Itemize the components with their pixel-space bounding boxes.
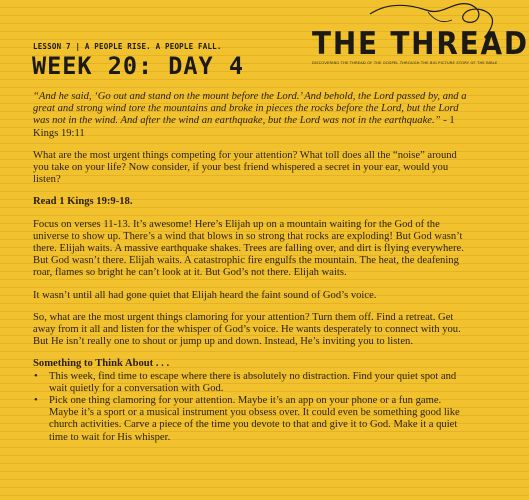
bullet-icon: • xyxy=(34,395,38,407)
body-paragraph-3: So, what are the most urgent things clamoring for your attention? Turn them off. Find a retreat. Get away from it all and listen for the whisper of God’s voice. He wants desperately to connect with you. But He isn’t really one to shout or jump up and down. Instead, He’s inviting you to listen. xyxy=(33,311,461,348)
brand-title: THE THREAD xyxy=(312,26,529,62)
brand-logo xyxy=(312,26,529,65)
intro-paragraph: What are the most urgent things competing for your attention? What toll does all the “noise” around you take on your life? Now consider, if your best friend whispered a secret in your ear, would you listen? xyxy=(33,149,457,186)
body-paragraph-1: Focus on verses 11-13. It’s awesome! Here’s Elijah up on a mountain waiting for the God of the universe to show up. There’s a wind that blows in so strong that rocks are exploding! But God wasn’t there. Elijah waits. A massive earthquake shakes. Trees are falling over, and dirt is flying everywhere. But God wasn’t there. Elijah waits. A catastrophic fire engulfs the mountain. The heat, the deafening roar, flames so bright he can’t look at it. But God’s not there. Elijah waits. xyxy=(33,218,464,279)
week-day-title: WEEK 20: DAY 4 xyxy=(32,52,244,80)
body-paragraph-2: It wasn’t until all had gone quiet that Elijah heard the faint sound of God’s voice. xyxy=(33,289,377,301)
read-instruction: Read 1 Kings 19:9-18. xyxy=(33,196,133,208)
think-about-heading: Something to Think About . . . xyxy=(33,358,170,370)
list-item: • This week, find time to escape where there is absolutely no distraction. Find your quiet spot and wait quietly for a conversation with God. xyxy=(34,370,457,394)
think-about-list xyxy=(33,371,473,444)
devotional-body xyxy=(33,91,473,444)
bullet-icon: • xyxy=(34,370,38,382)
quote-reference: - 1 Kings 19:11 xyxy=(33,115,455,139)
quote-text: “And he said, ‘Go out and stand on the mount before the Lord.’ And behold, the Lord passed by, and a great and strong wind tore the mountains and broke in pieces the rocks before the Lord, but the Lord was not in the wind. And after the wind an earthquake, but the Lord was not in the earthquake.” xyxy=(33,91,467,127)
list-item: • Pick one thing clamoring for your attention. Maybe it’s an app on your phone or a fun game. Maybe it’s a sport or a musical instrument you obsess over. It could even be something good like church activities. Carve a piece of the time you devote to that and give it to God. Make it a quiet time to wait for His whisper. xyxy=(34,395,460,443)
brand-tagline: DISCOVERING THE THREAD OF THE GOSPEL THROUGH THE BIG PICTURE STORY OF THE BIBLE xyxy=(312,61,498,65)
scripture-quote xyxy=(33,91,473,140)
lesson-line: LESSON 7 | A PEOPLE RISE. A PEOPLE FALL. xyxy=(33,42,222,51)
